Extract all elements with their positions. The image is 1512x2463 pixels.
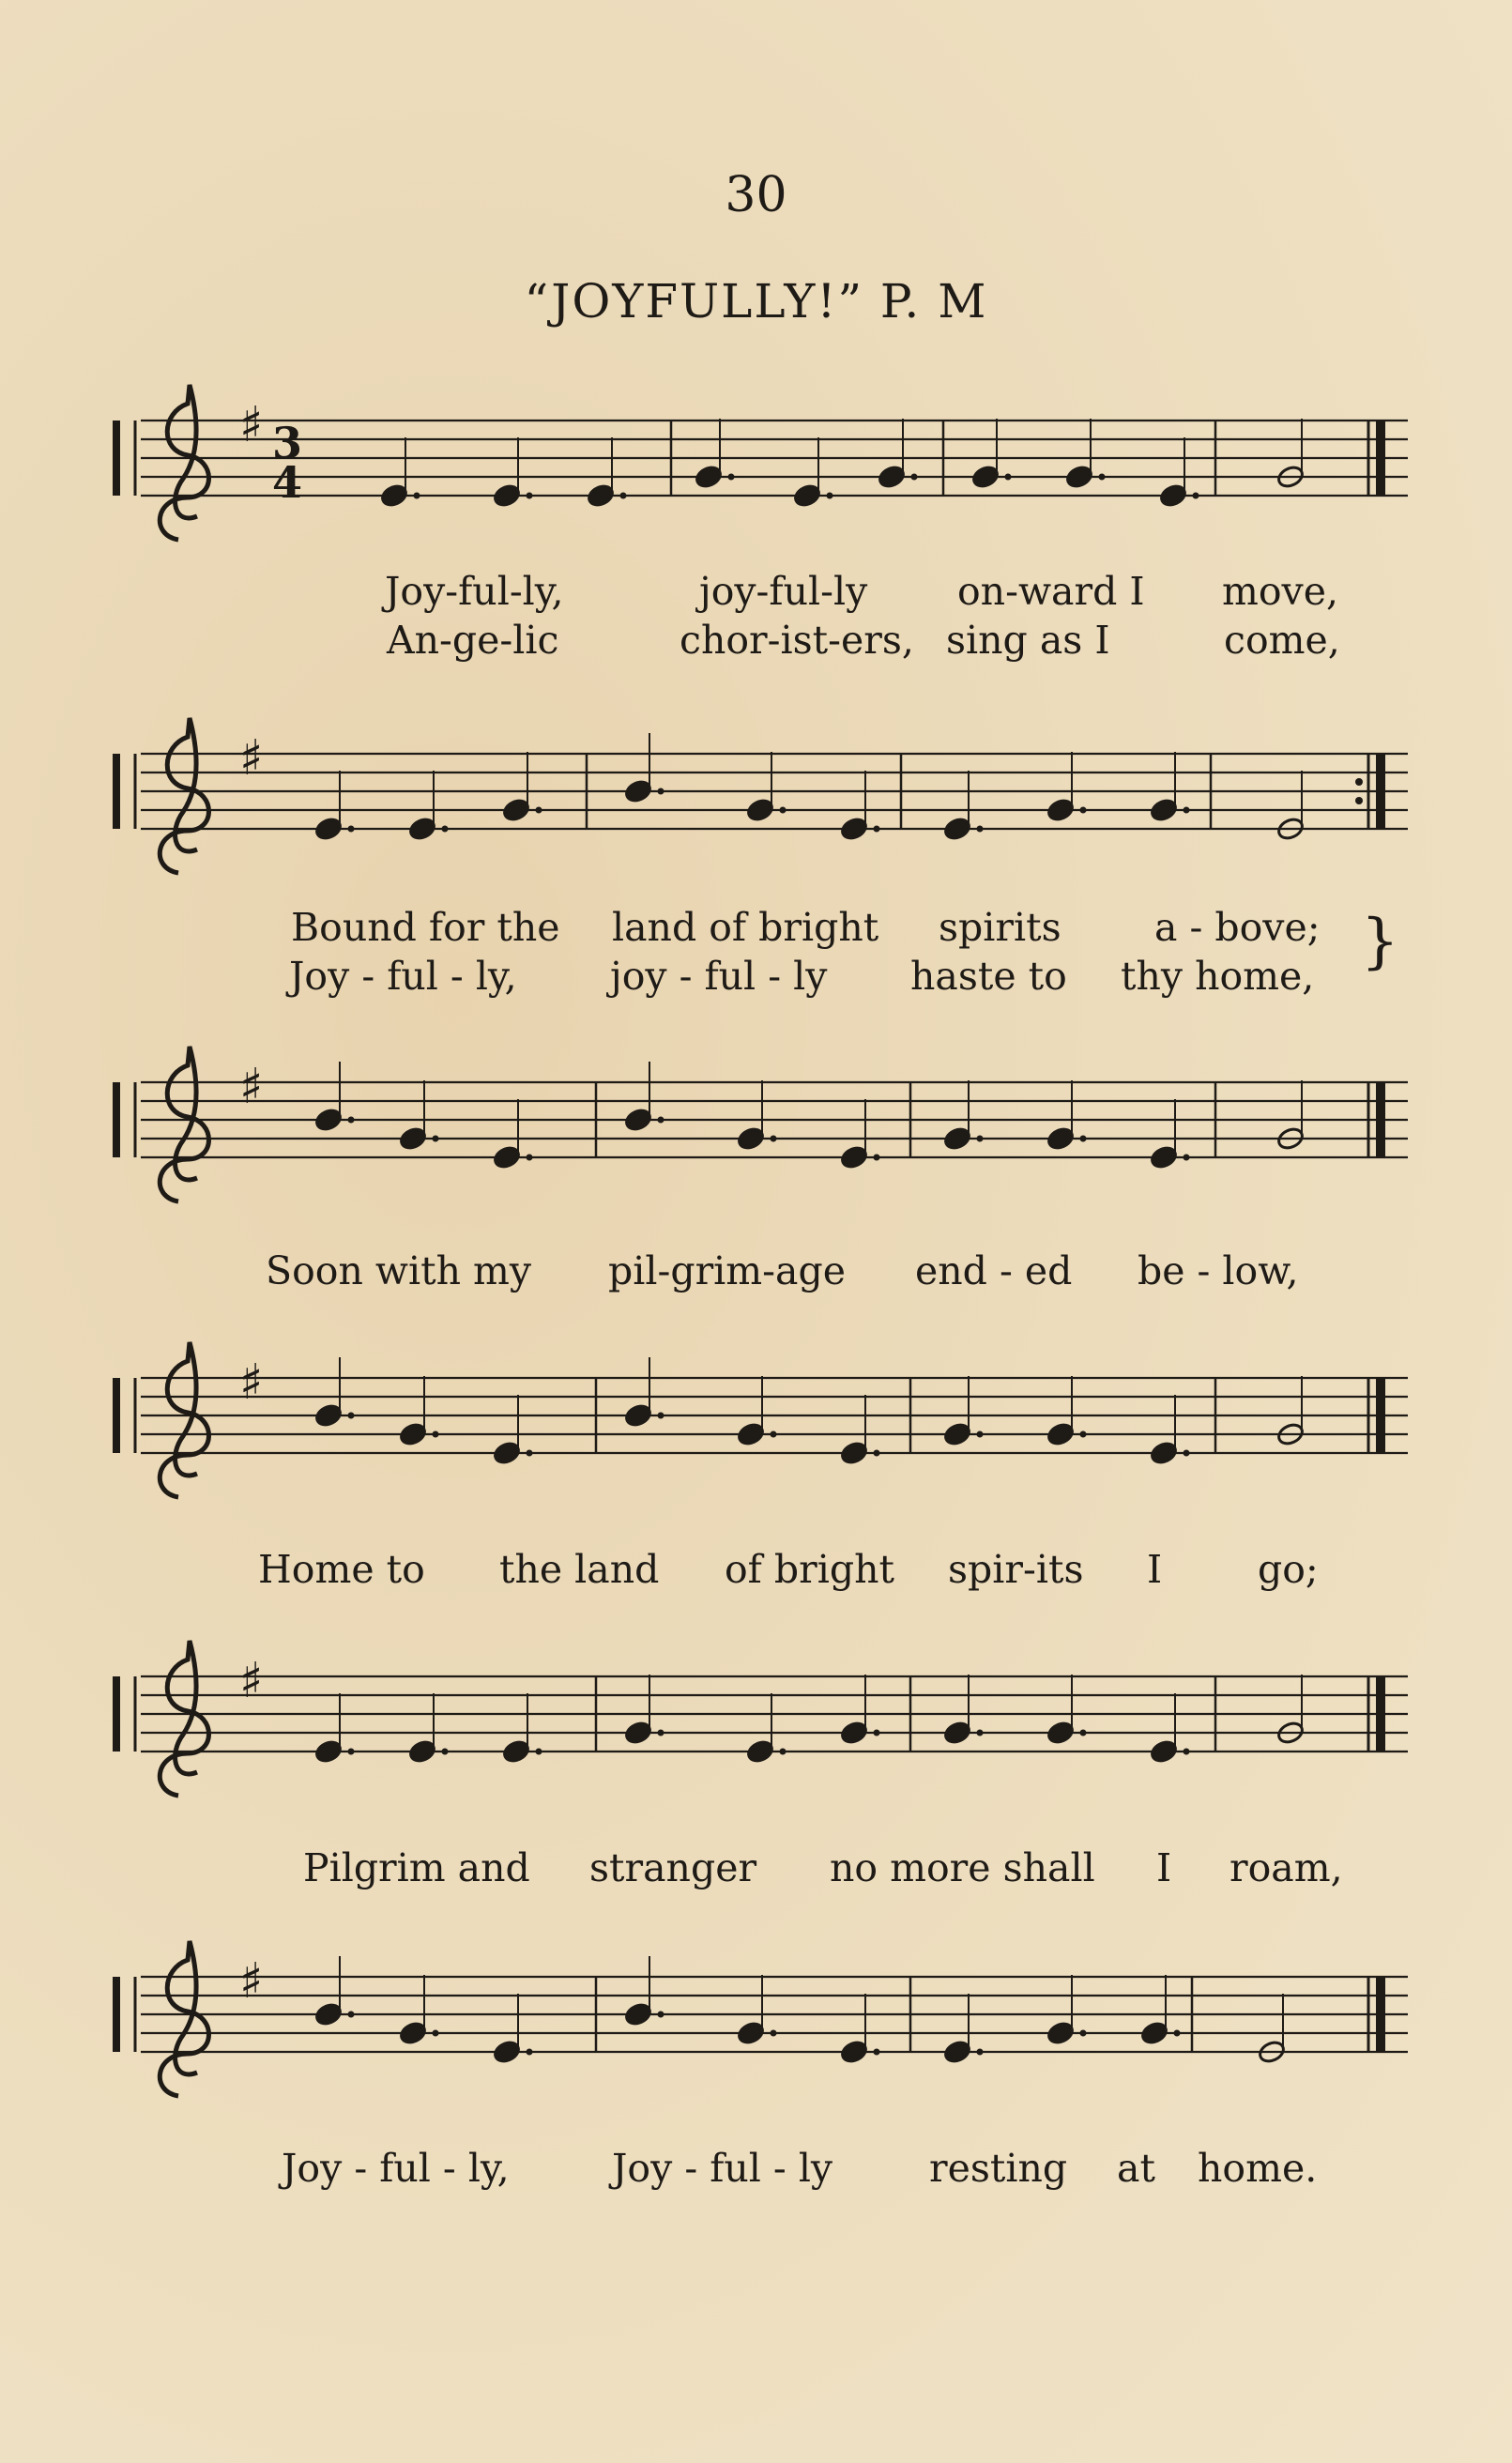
lyric-word: end - ed — [915, 1248, 1073, 1293]
dot-icon — [433, 1431, 439, 1438]
lyric-word: An-ge-lic — [387, 618, 559, 663]
dot-icon — [658, 1730, 664, 1736]
dot-icon — [977, 2049, 984, 2056]
dot-icon — [1184, 1155, 1190, 1161]
note-icon — [1139, 2020, 1168, 2045]
note-icon — [839, 1720, 868, 1745]
note-icon — [1149, 1738, 1178, 1764]
note-icon — [492, 1144, 521, 1170]
dot-icon — [1080, 1730, 1087, 1736]
lyric-word: go; — [1258, 1547, 1319, 1592]
note-icon — [492, 482, 521, 508]
lyric-word: chor-ist-ers, — [680, 618, 914, 663]
note-icon — [1149, 1144, 1178, 1170]
treble-clef-icon — [160, 1641, 208, 1796]
note-icon — [379, 482, 408, 508]
note-icon — [313, 816, 343, 841]
lyric-word: Joy-ful-ly, — [385, 569, 564, 614]
dot-icon — [414, 493, 420, 499]
page-number: 30 — [725, 167, 787, 223]
repeat-dot-icon — [1355, 778, 1363, 786]
lyric-word: spir-its — [948, 1547, 1084, 1592]
treble-clef-icon — [160, 718, 208, 873]
lyric-word: spirits — [939, 905, 1061, 950]
system-bracket — [113, 421, 120, 496]
dot-icon — [780, 1749, 787, 1755]
note-icon — [736, 1125, 765, 1151]
note-icon — [839, 1144, 868, 1170]
dot-icon — [1174, 2030, 1181, 2037]
verse-brace: } — [1361, 907, 1399, 976]
lyric-word: be - low, — [1138, 1248, 1299, 1293]
lyric-word: land of bright — [612, 905, 879, 950]
note-icon — [398, 1421, 427, 1446]
note-icon — [942, 2039, 971, 2064]
lyric-word: Joy - ful - ly — [612, 2146, 833, 2191]
sharp-icon: ♯ — [239, 1354, 264, 1411]
repeat-dot-icon — [1355, 797, 1363, 804]
note-icon — [1046, 1125, 1075, 1151]
lyric-word: joy-ful-ly — [699, 569, 868, 614]
dot-icon — [527, 1450, 533, 1457]
music-staff-5 — [113, 1631, 1408, 1828]
dot-icon — [1005, 474, 1012, 481]
dot-icon — [874, 826, 880, 833]
system-bracket — [113, 1378, 120, 1453]
music-staff-1 — [113, 375, 1408, 573]
final-bar-icon — [1376, 1082, 1385, 1157]
dot-icon — [348, 826, 355, 833]
note-icon — [313, 1738, 343, 1764]
dot-icon — [442, 1749, 449, 1755]
sharp-icon: ♯ — [239, 730, 264, 787]
dot-icon — [658, 2012, 664, 2018]
lyric-word: of bright — [725, 1547, 894, 1592]
note-icon — [839, 2039, 868, 2064]
system-bracket — [113, 1676, 120, 1752]
note-icon — [942, 1720, 971, 1745]
lyric-word: resting — [929, 2146, 1068, 2191]
lyric-word: Pilgrim and — [303, 1845, 530, 1890]
note-icon — [398, 2020, 427, 2045]
dot-icon — [620, 493, 627, 499]
note-icon — [623, 1107, 652, 1132]
note-icon — [745, 797, 774, 822]
sharp-icon: ♯ — [239, 1059, 264, 1115]
dot-icon — [780, 807, 787, 814]
treble-clef-icon — [160, 1941, 208, 2096]
lyric-word: at — [1117, 2146, 1155, 2191]
note-icon — [501, 797, 530, 822]
final-bar-icon — [1376, 1977, 1385, 2052]
dot-icon — [911, 474, 918, 481]
lyric-word: the land — [499, 1547, 660, 1592]
note-icon — [839, 1440, 868, 1465]
dot-icon — [536, 807, 542, 814]
lyric-word: thy home, — [1121, 954, 1315, 999]
note-icon — [501, 1738, 530, 1764]
dot-icon — [1193, 493, 1199, 499]
lyric-word: sing as I — [946, 618, 1110, 663]
music-staff-3 — [113, 1037, 1408, 1234]
dot-icon — [527, 2049, 533, 2056]
lyric-word: Joy - ful - ly, — [282, 2146, 510, 2191]
note-icon — [492, 2039, 521, 2064]
note-icon — [736, 1421, 765, 1446]
final-bar-icon — [1376, 1378, 1385, 1453]
hymn-title: “JOYFULLY!” P. M — [524, 274, 988, 329]
lyric-word: a - bove; — [1154, 905, 1321, 950]
dot-icon — [771, 2030, 777, 2037]
note-icon — [942, 1125, 971, 1151]
final-bar-icon — [1376, 421, 1385, 496]
dot-icon — [658, 1117, 664, 1124]
note-icon — [1046, 797, 1075, 822]
dot-icon — [348, 1413, 355, 1419]
dot-icon — [527, 1155, 533, 1161]
note-icon — [407, 1738, 436, 1764]
note-icon — [745, 1738, 774, 1764]
lyric-word: I — [1156, 1845, 1172, 1890]
sharp-icon: ♯ — [239, 1653, 264, 1709]
note-icon — [313, 1107, 343, 1132]
dot-icon — [658, 1413, 664, 1419]
treble-clef-icon — [160, 1342, 208, 1497]
dot-icon — [1080, 807, 1087, 814]
note-icon — [492, 1440, 521, 1465]
note-icon — [1046, 2020, 1075, 2045]
dot-icon — [1184, 1749, 1190, 1755]
lyric-word: come, — [1224, 618, 1340, 663]
dot-icon — [1184, 807, 1190, 814]
dot-icon — [977, 1136, 984, 1142]
dot-icon — [874, 1155, 880, 1161]
note-icon — [586, 482, 615, 508]
lyric-word: Joy - ful - ly, — [289, 954, 517, 999]
lyric-word: I — [1147, 1547, 1163, 1592]
dot-icon — [1099, 474, 1106, 481]
dot-icon — [977, 1431, 984, 1438]
lyric-word: move, — [1222, 569, 1339, 614]
dot-icon — [874, 1730, 880, 1736]
music-staff-4 — [113, 1333, 1408, 1530]
dot-icon — [348, 2012, 355, 2018]
note-icon — [623, 778, 652, 803]
note-icon — [839, 816, 868, 841]
sharp-icon: ♯ — [239, 1953, 264, 2010]
note-icon — [1064, 464, 1093, 489]
note-icon — [694, 464, 723, 489]
lyric-word: no more shall — [830, 1845, 1095, 1890]
note-icon — [792, 482, 821, 508]
note-icon — [398, 1125, 427, 1151]
dot-icon — [348, 1749, 355, 1755]
dot-icon — [874, 1450, 880, 1457]
dot-icon — [433, 1136, 439, 1142]
dot-icon — [442, 826, 449, 833]
dot-icon — [874, 2049, 880, 2056]
dot-icon — [348, 1117, 355, 1124]
dot-icon — [658, 788, 664, 795]
note-icon — [942, 816, 971, 841]
note-icon — [623, 2001, 652, 2027]
note-icon — [736, 2020, 765, 2045]
dot-icon — [977, 1730, 984, 1736]
dot-icon — [1080, 1431, 1087, 1438]
dot-icon — [827, 493, 833, 499]
system-bracket — [113, 754, 120, 829]
treble-clef-icon — [160, 385, 208, 540]
dot-icon — [536, 1749, 542, 1755]
dot-icon — [977, 826, 984, 833]
system-bracket — [113, 1082, 120, 1157]
dot-icon — [1080, 2030, 1087, 2037]
dot-icon — [771, 1431, 777, 1438]
lyric-word: on-ward I — [957, 569, 1145, 614]
lyric-word: Soon with my — [266, 1248, 532, 1293]
final-bar-icon — [1376, 1676, 1385, 1752]
dot-icon — [527, 493, 533, 499]
dot-icon — [433, 2030, 439, 2037]
note-icon — [1149, 1440, 1178, 1465]
note-icon — [1046, 1421, 1075, 1446]
music-staff-2 — [113, 709, 1408, 906]
dot-icon — [728, 474, 735, 481]
note-icon — [313, 2001, 343, 2027]
lyric-word: Home to — [258, 1547, 425, 1592]
lyric-word: roam, — [1229, 1845, 1343, 1890]
note-icon — [1046, 1720, 1075, 1745]
note-icon — [1158, 482, 1187, 508]
music-staff-6 — [113, 1932, 1408, 2129]
sharp-icon: ♯ — [239, 397, 264, 453]
lyric-word: haste to — [910, 954, 1067, 999]
system-bracket — [113, 1977, 120, 2052]
lyric-word: home. — [1198, 2146, 1318, 2191]
time-signature-icon: 3 — [272, 418, 303, 468]
time-signature-icon: 4 — [272, 457, 303, 508]
dot-icon — [1080, 1136, 1087, 1142]
note-icon — [942, 1421, 971, 1446]
treble-clef-icon — [160, 1047, 208, 1201]
dot-icon — [1184, 1450, 1190, 1457]
note-icon — [313, 1402, 343, 1428]
note-icon — [970, 464, 1000, 489]
note-icon — [1149, 797, 1178, 822]
lyric-word: joy - ful - ly — [610, 954, 828, 999]
note-icon — [623, 1720, 652, 1745]
note-icon — [623, 1402, 652, 1428]
note-icon — [407, 816, 436, 841]
final-bar-icon — [1376, 754, 1385, 829]
lyric-word: Bound for the — [291, 905, 560, 950]
dot-icon — [771, 1136, 777, 1142]
lyric-word: stranger — [589, 1845, 757, 1890]
note-icon — [877, 464, 906, 489]
lyric-word: pil-grim-age — [608, 1248, 846, 1293]
